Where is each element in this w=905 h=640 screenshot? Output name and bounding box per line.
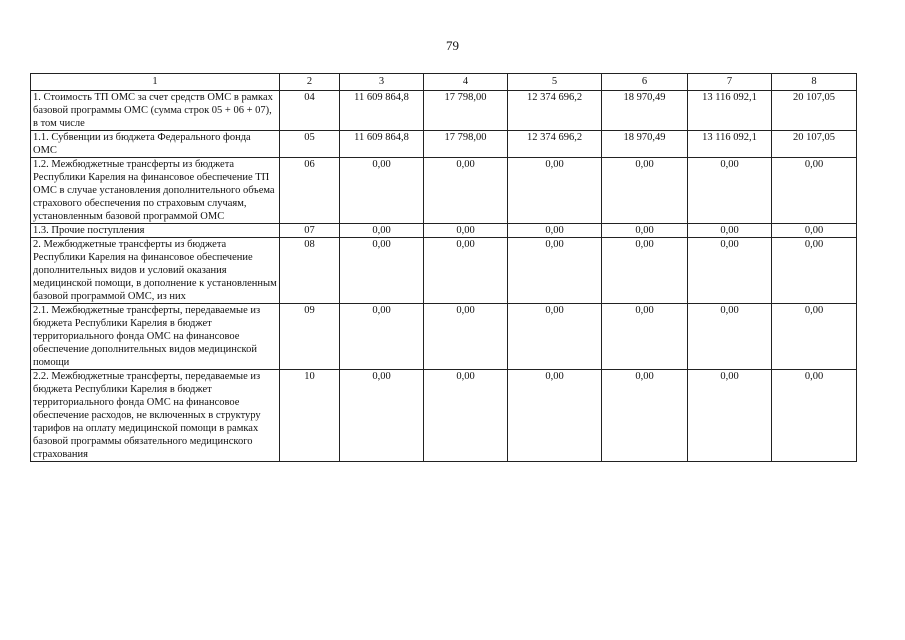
cell-value: 0,00: [688, 224, 772, 238]
table-row: [31, 158, 857, 224]
column-header: 8: [772, 74, 857, 91]
column-header: 6: [602, 74, 688, 91]
table-row: [31, 91, 857, 131]
row-label: 1. Стоимость ТП ОМС за счет средств ОМС в рамках базовой программы ОМС (сумма строк 05 + 06 + 07), в том числе: [31, 91, 280, 131]
cell-value: 11 609 864,8: [340, 91, 424, 131]
cell-value: 20 107,05: [772, 131, 857, 158]
row-code: 10: [280, 370, 340, 462]
cell-value: 11 609 864,8: [340, 131, 424, 158]
header-row: [31, 74, 857, 91]
cell-value: 0,00: [602, 304, 688, 370]
row-code: 06: [280, 158, 340, 224]
row-label: 1.1. Субвенции из бюджета Федерального фонда ОМС: [31, 131, 280, 158]
row-label: 2. Межбюджетные трансферты из бюджета Республики Карелия на финансовое обеспечение дополнительных видов и условий оказания медицинской помощи, в дополнение к установленным базовой программой ОМС, из них: [31, 238, 280, 304]
column-header: 4: [424, 74, 508, 91]
cell-value: 0,00: [340, 158, 424, 224]
cell-value: 0,00: [340, 370, 424, 462]
row-label: 1.2. Межбюджетные трансферты из бюджета Республики Карелия на финансовое обеспечение ТП ОМС в случае установления дополнительного объема страхового обеспечения по страховым случаям, установленным базовой программой ОМС: [31, 158, 280, 224]
cell-value: 20 107,05: [772, 91, 857, 131]
row-code: 08: [280, 238, 340, 304]
cell-value: 0,00: [424, 238, 508, 304]
cell-value: 13 116 092,1: [688, 91, 772, 131]
table-row: [31, 238, 857, 304]
cell-value: 0,00: [602, 370, 688, 462]
cell-value: 12 374 696,2: [508, 131, 602, 158]
row-code: 09: [280, 304, 340, 370]
cell-value: 17 798,00: [424, 131, 508, 158]
cell-value: 18 970,49: [602, 91, 688, 131]
cell-value: 0,00: [508, 304, 602, 370]
column-header: 7: [688, 74, 772, 91]
cell-value: 0,00: [340, 238, 424, 304]
cell-value: 0,00: [508, 238, 602, 304]
cell-value: 0,00: [424, 370, 508, 462]
column-header: 1: [31, 74, 280, 91]
cell-value: 0,00: [688, 238, 772, 304]
cell-value: 0,00: [602, 224, 688, 238]
row-code: 04: [280, 91, 340, 131]
page-number: 79: [446, 38, 459, 53]
cell-value: 18 970,49: [602, 131, 688, 158]
cell-value: 0,00: [602, 158, 688, 224]
cell-value: 0,00: [688, 304, 772, 370]
cell-value: 0,00: [688, 370, 772, 462]
cell-value: 13 116 092,1: [688, 131, 772, 158]
financing-table: [30, 73, 857, 462]
cell-value: 0,00: [602, 238, 688, 304]
cell-value: 0,00: [424, 158, 508, 224]
cell-value: 12 374 696,2: [508, 91, 602, 131]
row-code: 07: [280, 224, 340, 238]
column-header: 2: [280, 74, 340, 91]
row-code: 05: [280, 131, 340, 158]
cell-value: 0,00: [688, 158, 772, 224]
cell-value: 0,00: [772, 238, 857, 304]
cell-value: 0,00: [772, 370, 857, 462]
column-header: 5: [508, 74, 602, 91]
cell-value: 0,00: [340, 224, 424, 238]
cell-value: 0,00: [772, 224, 857, 238]
table-row: [31, 224, 857, 238]
cell-value: 17 798,00: [424, 91, 508, 131]
table-row: [31, 131, 857, 158]
cell-value: 0,00: [424, 304, 508, 370]
column-header: 3: [340, 74, 424, 91]
cell-value: 0,00: [508, 158, 602, 224]
cell-value: 0,00: [424, 224, 508, 238]
cell-value: 0,00: [508, 370, 602, 462]
cell-value: 0,00: [508, 224, 602, 238]
table-row: [31, 370, 857, 462]
table-row: [31, 304, 857, 370]
row-label: 2.2. Межбюджетные трансферты, передаваемые из бюджета Республики Карелия в бюджет территориального фонда ОМС на финансовое обеспечение расходов, не включенных в структуру тарифов на оплату медицинской помощи в рамках базовой программы обязательного медицинского страхования: [31, 370, 280, 462]
cell-value: 0,00: [772, 304, 857, 370]
cell-value: 0,00: [772, 158, 857, 224]
cell-value: 0,00: [340, 304, 424, 370]
row-label: 1.3. Прочие поступления: [31, 224, 280, 238]
row-label: 2.1. Межбюджетные трансферты, передаваемые из бюджета Республики Карелия в бюджет территориального фонда ОМС на финансовое обеспечение дополнительных видов медицинской помощи: [31, 304, 280, 370]
